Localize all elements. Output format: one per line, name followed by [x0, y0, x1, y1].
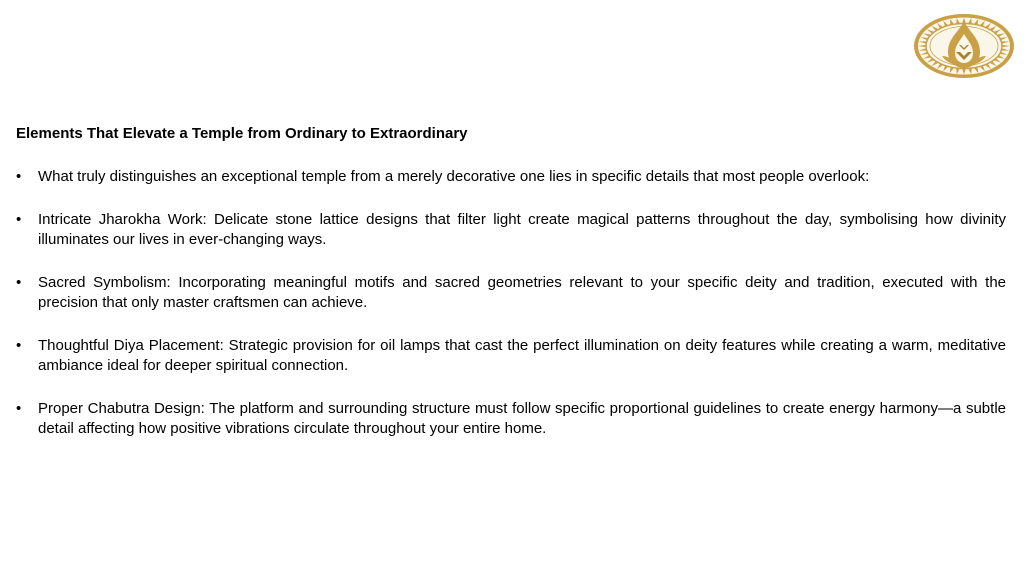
- bullet-glyph: •: [16, 211, 22, 228]
- bullet-text: Proper Chabutra Design: The platform and surrounding structure must follow specific proportional guidelines to create energy harmony—a subtle detail affecting how positive vibrations circulate throughout your entire home.: [38, 400, 1006, 437]
- bullet-item: [16, 336, 1006, 376]
- bullet-item: [16, 210, 1006, 250]
- bullet-item: [16, 399, 1006, 439]
- bullet-text: What truly distinguishes an exceptional temple from a merely decorative one lies in specific details that most people overlook:: [38, 168, 870, 185]
- bullet-item: [16, 167, 1006, 187]
- bullet-glyph: •: [16, 400, 22, 417]
- bullet-glyph: •: [16, 168, 22, 185]
- bullet-text: Intricate Jharokha Work: Delicate stone lattice designs that filter light create magical patterns throughout the day, symbolising how divinity illuminates our lives in ever-changing ways.: [38, 211, 1006, 248]
- bullet-list: [16, 167, 1006, 439]
- bullet-item: [16, 273, 1006, 313]
- slide-content: [16, 124, 1006, 462]
- bullet-text: Thoughtful Diya Placement: Strategic provision for oil lamps that cast the perfect illumination on deity features while creating a warm, meditative ambiance ideal for deeper spiritual connection.: [38, 337, 1006, 374]
- bullet-text: Sacred Symbolism: Incorporating meaningful motifs and sacred geometries relevant to your specific deity and tradition, executed with the precision that only master craftsmen can achieve.: [38, 274, 1006, 311]
- lotus-mandala-logo-icon: [912, 12, 1016, 80]
- bullet-glyph: •: [16, 337, 22, 354]
- bullet-glyph: •: [16, 274, 22, 291]
- slide-title: Elements That Elevate a Temple from Ordinary to Extraordinary: [16, 125, 468, 142]
